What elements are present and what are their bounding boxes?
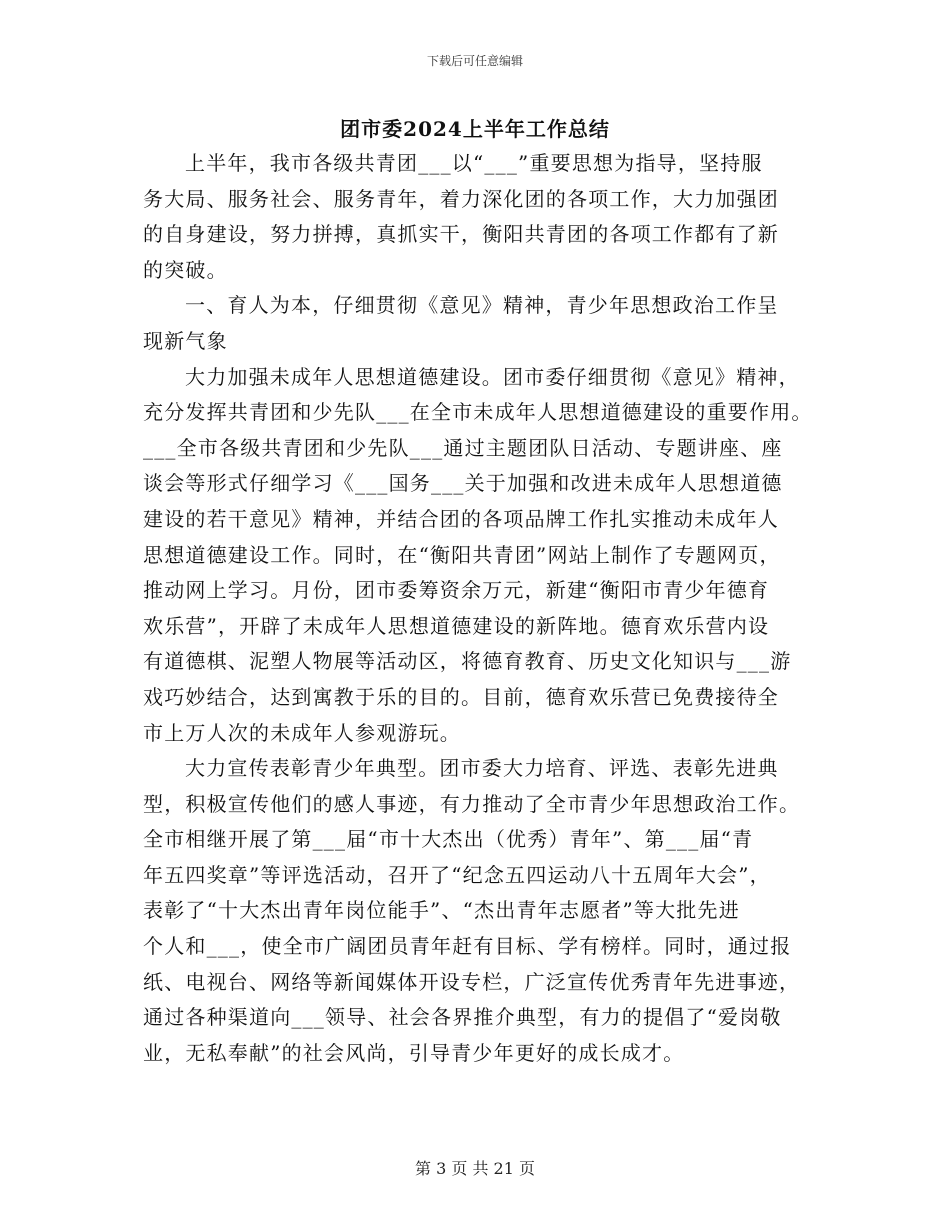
paragraph-line: 市上万人次的未成年人参观游玩。 xyxy=(143,720,461,745)
paragraph-line: 个人和___，使全市广阔团员青年赶有目标、学有榜样。同时，通过报 xyxy=(143,934,792,959)
section-heading-line: 一、育人为本，仔细贯彻《意见》精神，青少年思想政治工作呈 xyxy=(185,293,779,318)
paragraph-line: 大力宣传表彰青少年典型。团市委大力培育、评选、表彰先进典 xyxy=(185,756,779,781)
paragraph-line: 上半年，我市各级共青团___以“___”重要思想为指导，坚持服 xyxy=(185,151,763,175)
paragraph-line: 的自身建设，努力拼搏，真抓实干，衡阳共青团的各项工作都有了新 xyxy=(143,222,779,247)
paragraph-line: 建设的若干意见》精神，并结合团的各项品牌工作扎实推动未成年人 xyxy=(143,506,779,531)
document-body xyxy=(143,146,823,1071)
document-title: 团市委2024上半年工作总结 xyxy=(340,117,610,141)
paragraph-line: 务大局、服务社会、服务青年，着力深化团的各项工作，大力加强团 xyxy=(143,186,779,211)
paragraph-line: 的突破。 xyxy=(143,257,228,282)
paragraph-line: ___全市各级共青团和少先队___通过主题团队日活动、专题讲座、座 xyxy=(143,435,783,460)
paragraph-line: 全市相继开展了第___届“市十大杰出（优秀）青年”、第___届“青 xyxy=(143,827,754,852)
paragraph-line: 欢乐营”，开辟了未成年人思想道德建设的新阵地。德育欢乐营内设 xyxy=(143,613,770,638)
paragraph-line: 年五四奖章”等评选活动，召开了“纪念五四运动八十五周年大会”， xyxy=(143,862,771,887)
download-note: 下载后可任意编辑 xyxy=(426,54,523,68)
paragraph-line: 通过各种渠道向___领导、社会各界推介典型，有力的提倡了“爱岗敬 xyxy=(143,1005,782,1030)
paragraph-line: 充分发挥共青团和少先队___在全市未成年人思想道德建设的重要作用。 xyxy=(143,400,813,425)
paragraph-line: 思想道德建设工作。同时，在“衡阳共青团”网站上制作了专题网页， xyxy=(143,542,781,567)
paragraph-line: 有道德棋、泥塑人物展等活动区，将德育教育、历史文化知识与___游 xyxy=(143,649,792,674)
paragraph-line: 谈会等形式仔细学习《___国务___关于加强和改进未成年人思想道德 xyxy=(143,471,783,496)
paragraph-line: 型，积极宣传他们的感人事迹，有力推动了全市青少年思想政治工作。 xyxy=(143,791,801,816)
paragraph-line: 大力加强未成年人思想道德建设。团市委仔细贯彻《意见》精神， xyxy=(185,364,800,389)
section-heading-line: 现新气象 xyxy=(143,328,228,353)
paragraph-line: 表彰了“十大杰出青年岗位能手”、“杰出青年志愿者”等大批先进 xyxy=(143,898,740,923)
paragraph-line: 纸、电视台、网络等新闻媒体开设专栏，广泛宣传优秀青年先进事迹， xyxy=(143,969,801,994)
paragraph-line: 业，无私奉献”的社会风尚，引导青少年更好的成长成才。 xyxy=(143,1040,685,1065)
paragraph-line: 推动网上学习。月份，团市委筹资余万元，新建“衡阳市青少年德育 xyxy=(143,578,770,603)
paragraph-line: 戏巧妙结合，达到寓教于乐的目的。目前，德育欢乐营已免费接待全 xyxy=(143,684,779,709)
page-number: 第 3 页 共 21 页 xyxy=(415,1159,535,1178)
